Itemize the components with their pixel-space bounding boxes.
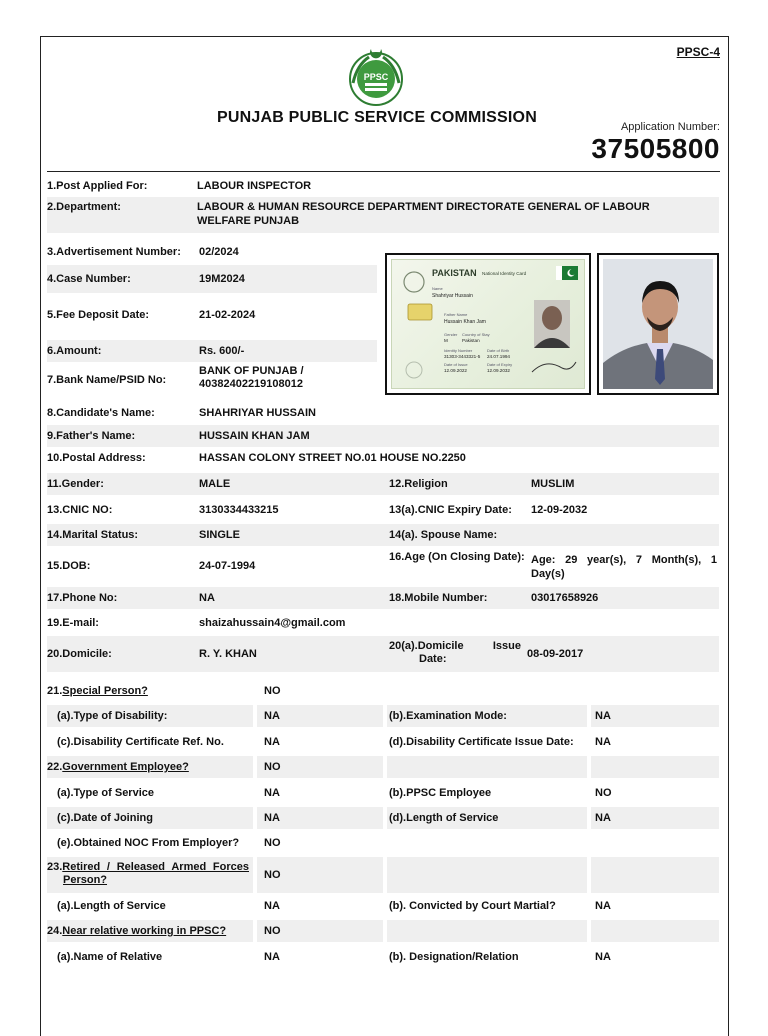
svg-text:31303-3443321-5: 31303-3443321-5 [444, 354, 481, 359]
phone-label: 17.Phone No: [47, 592, 118, 604]
armed-length-label: (a).Length of Service [57, 900, 166, 912]
court-martial-value: NA [595, 900, 611, 912]
religion-value: MUSLIM [531, 478, 575, 490]
svg-text:24.07.1994: 24.07.1994 [487, 354, 510, 359]
postal-address-label: 10.Postal Address: [47, 452, 146, 464]
father-name-label: 9.Father's Name: [47, 430, 136, 442]
application-number-label: Application Number: [620, 121, 720, 133]
amount-label: 6.Amount: [47, 345, 102, 357]
relative-designation-value: NA [595, 951, 611, 963]
relative-name-label: (a).Name of Relative [57, 951, 163, 963]
svg-text:PAKISTAN: PAKISTAN [432, 268, 477, 278]
government-employee-question: Government Employee? [62, 761, 189, 773]
domicile-value: R. Y. KHAN [199, 648, 257, 660]
row-candidate-name [47, 402, 719, 424]
row-marital [47, 524, 719, 546]
svg-text:Pakistan: Pakistan [462, 338, 480, 343]
candidate-name-label: 8.Candidate's Name: [47, 407, 155, 419]
examination-mode-value: NA [595, 710, 611, 722]
armed-length-value: NA [264, 900, 280, 912]
domicile-issue-label-part3: Date: [419, 653, 447, 665]
row-case-number [47, 265, 377, 293]
government-employee-number: 22. [47, 761, 63, 773]
svg-text:12.09.2032: 12.09.2032 [487, 368, 510, 373]
armed-forces-number: 23. [47, 861, 63, 873]
relative-name-value: NA [264, 951, 280, 963]
row-fee-date [47, 295, 377, 335]
special-person-value: NO [264, 685, 281, 697]
government-employee-label [47, 756, 189, 778]
row-advertisement [47, 241, 377, 263]
dob-value: 24-07-1994 [199, 560, 256, 572]
candidate-photo [597, 253, 719, 395]
gender-value: MALE [199, 478, 231, 490]
svg-text:Date of Expiry: Date of Expiry [487, 362, 513, 367]
age-label: 16.Age (On Closing Date): [389, 551, 525, 563]
length-service-value: NA [595, 812, 611, 824]
disability-type-value: NA [264, 710, 280, 722]
disability-cert-ref-value: NA [264, 736, 280, 748]
application-number: 37505800 [591, 133, 720, 164]
domicile-issue-value: 08-09-2017 [527, 648, 584, 660]
dob-label: 15.DOB: [47, 560, 91, 572]
near-relative-value: NO [264, 925, 281, 937]
service-type-label: (a).Type of Service [57, 787, 154, 799]
advertisement-value: 02/2024 [199, 246, 239, 258]
row-cnic [47, 498, 719, 522]
mobile-value: 03017658926 [531, 592, 599, 604]
father-name-value: HUSSAIN KHAN JAM [199, 430, 310, 442]
svg-text:National Identity Card: National Identity Card [482, 271, 527, 276]
cnic-card-image [385, 253, 591, 395]
cnic-value: 3130334433215 [199, 504, 279, 516]
svg-text:Name: Name [432, 286, 443, 291]
row-postal-address [47, 447, 719, 469]
svg-text:Date of Issue: Date of Issue [444, 362, 468, 367]
svg-text:Identity Number: Identity Number [444, 348, 473, 353]
domicile-issue-label-part2: Issue [492, 640, 521, 652]
domicile-issue-label-part1: 20(a).Domicile [389, 640, 464, 652]
cnic-label: 13.CNIC NO: [47, 504, 113, 516]
row-amount [47, 340, 377, 362]
domicile-issue-label [389, 640, 521, 666]
service-type-value: NA [264, 787, 280, 799]
row-email [47, 612, 719, 634]
noc-value: NO [264, 837, 281, 849]
row-armed-forces [47, 857, 719, 893]
examination-mode-label: (b).Examination Mode: [389, 710, 507, 722]
noc-label: (e).Obtained NOC From Employer? [57, 837, 240, 849]
post-value: LABOUR INSPECTOR [197, 180, 312, 192]
row-bank [47, 363, 377, 397]
row-domicile [47, 636, 719, 672]
phone-value: NA [199, 592, 215, 604]
amount-value: Rs. 600/- [199, 345, 245, 357]
row-disability-type [47, 705, 719, 727]
disability-cert-date-label: (d).Disability Certificate Issue Date: [389, 736, 574, 748]
special-person-question: Special Person? [62, 685, 148, 697]
date-joining-label: (c).Date of Joining [57, 812, 153, 824]
court-martial-label: (b). Convicted by Court Martial? [389, 900, 556, 912]
organization-title: PUNJAB PUBLIC SERVICE COMMISSION [217, 109, 537, 126]
svg-text:M: M [444, 338, 448, 343]
row-near-relative [47, 920, 719, 942]
row-phone-mobile [47, 587, 719, 609]
svg-text:Shahriyar Hussain: Shahriyar Hussain [432, 293, 473, 299]
cnic-expiry-value: 12-09-2032 [531, 504, 588, 516]
department-value: LABOUR & HUMAN RESOURCE DEPARTMENT DIRECTORATE GENERAL OF LABOUR WELFARE PUNJAB [197, 201, 650, 227]
department-label: 2.Department: [47, 201, 121, 213]
relative-designation-label: (b). Designation/Relation [389, 951, 519, 963]
form-code: PPSC-4 [676, 45, 720, 59]
row-date-joining [47, 807, 719, 829]
disability-type-label: (a).Type of Disability: [57, 710, 168, 722]
spouse-name-label: 14(a). Spouse Name: [389, 529, 498, 541]
domicile-label: 20.Domicile: [47, 648, 112, 660]
emblem-icon [404, 272, 424, 292]
row-noc [47, 832, 719, 854]
row-special-person [47, 680, 719, 702]
email-value: shaizahussain4@gmail.com [199, 617, 346, 629]
row-gender-religion [47, 473, 719, 495]
date-joining-value: NA [264, 812, 280, 824]
length-service-label: (d).Length of Service [389, 812, 499, 824]
row-disability-certificate [47, 731, 719, 753]
fee-label: 5.Fee Deposit Date: [47, 309, 150, 321]
post-label: 1.Post Applied For: [47, 180, 148, 192]
postal-address-value: HASSAN COLONY STREET NO.01 HOUSE NO.2250 [199, 452, 466, 464]
row-relative-name [47, 946, 719, 968]
cnic-expiry-label: 13(a).CNIC Expiry Date: [389, 504, 512, 516]
advertisement-label: 3.Advertisement Number: [47, 246, 181, 258]
near-relative-label [47, 920, 226, 942]
bank-value [199, 365, 304, 391]
bank-label: 7.Bank Name/PSID No: [47, 374, 167, 386]
row-father-name [47, 425, 719, 447]
row-government-employee [47, 756, 719, 778]
psid-number: 40382402219108012 [199, 378, 304, 390]
ppsc-logo [343, 43, 409, 109]
near-relative-number: 24. [47, 925, 63, 937]
svg-text:12.09.2022: 12.09.2022 [444, 368, 467, 373]
special-person-number: 21. [47, 685, 63, 697]
svg-text:Date of Birth: Date of Birth [487, 348, 510, 353]
near-relative-question: Near relative working in PPSC? [62, 925, 227, 937]
email-label: 19.E-mail: [47, 617, 99, 629]
armed-forces-value: NO [264, 869, 281, 881]
row-post [47, 176, 719, 196]
marital-status-label: 14.Marital Status: [47, 529, 139, 541]
disability-cert-ref-label: (c).Disability Certificate Ref. No. [57, 736, 224, 748]
fee-value: 21-02-2024 [199, 309, 256, 321]
svg-text:Gender: Gender [444, 332, 458, 337]
ppsc-employee-label: (b).PPSC Employee [389, 787, 492, 799]
logo-text: PPSC [363, 72, 389, 82]
case-label: 4.Case Number: [47, 273, 131, 285]
special-person-label [47, 680, 148, 702]
age-value: Age: 29 year(s), 7 Month(s), 1 Day(s) [531, 554, 717, 580]
religion-label: 12.Religion [389, 478, 448, 490]
marital-status-value: SINGLE [199, 529, 240, 541]
government-employee-value: NO [264, 761, 281, 773]
armed-forces-label [47, 861, 249, 887]
gender-label: 11.Gender: [47, 478, 104, 490]
row-department [47, 197, 719, 233]
ppsc-employee-value: NO [595, 787, 612, 799]
chip-icon [408, 304, 432, 320]
svg-text:Father Name: Father Name [444, 312, 468, 317]
row-armed-length [47, 895, 719, 917]
application-form [40, 36, 729, 1036]
mobile-label: 18.Mobile Number: [389, 592, 488, 604]
case-value: 19M2024 [199, 273, 245, 285]
row-service-type [47, 782, 719, 804]
armed-forces-question: Retired / Released Armed Forces [62, 861, 249, 873]
bank-name: BANK OF PUNJAB / [199, 365, 304, 377]
header-divider [47, 171, 720, 172]
row-dob-age [47, 548, 719, 584]
candidate-name-value: SHAHRIYAR HUSSAIN [199, 407, 316, 419]
svg-text:Country of Stay: Country of Stay [462, 332, 490, 337]
svg-text:Hussain Khan Jam: Hussain Khan Jam [444, 319, 486, 325]
armed-forces-question-cont: Person? [63, 874, 108, 886]
disability-cert-date-value: NA [595, 736, 611, 748]
